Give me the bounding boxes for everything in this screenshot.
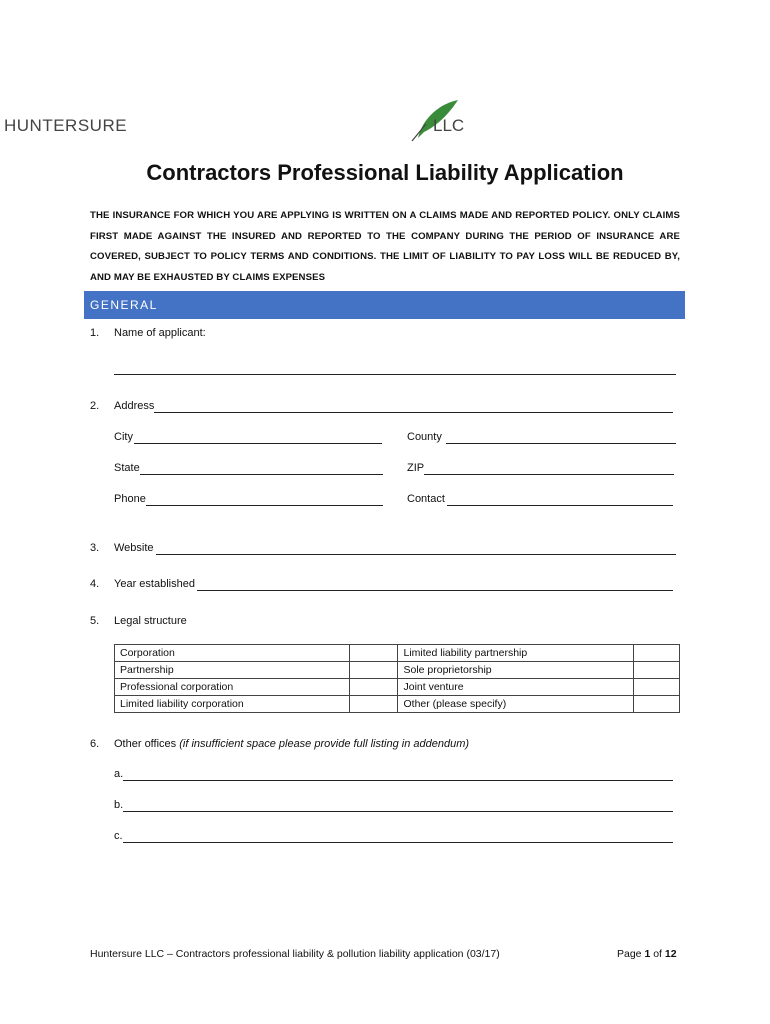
logo-wordmark — [4, 116, 127, 136]
option-label: Joint venture — [398, 679, 633, 696]
county-field[interactable] — [446, 443, 676, 444]
option-checkbox-other[interactable] — [633, 696, 679, 713]
option-label: Professional corporation — [115, 679, 350, 696]
office-a-field[interactable] — [123, 780, 673, 781]
page-word: Page — [617, 948, 642, 960]
applicant-name-label: Name of applicant: — [114, 327, 206, 339]
option-checkbox-professional-corporation[interactable] — [350, 679, 398, 696]
page-title: Contractors Professional Liability Application — [146, 160, 624, 185]
other-offices-text: Other offices — [114, 738, 177, 750]
table-row — [115, 696, 680, 713]
page-total: 12 — [664, 948, 677, 960]
office-c-label: c. — [114, 830, 123, 842]
question-number: 2. — [90, 400, 100, 412]
table-row — [115, 645, 680, 662]
contact-label: Contact — [407, 493, 445, 505]
office-b-label: b. — [114, 799, 124, 811]
legal-structure-label: Legal structure — [114, 615, 187, 627]
option-checkbox-corporation[interactable] — [350, 645, 398, 662]
question-number: 1. — [90, 327, 100, 339]
footer-title: Huntersure LLC – Contractors professional liability & pollution liability application (03/17) — [90, 948, 500, 960]
question-number: 4. — [90, 578, 100, 590]
option-label: Limited liability partnership — [398, 645, 633, 662]
option-label: Corporation — [115, 645, 350, 662]
page-indicator — [617, 948, 677, 960]
applicant-name-field[interactable] — [114, 374, 676, 375]
question-number: 3. — [90, 542, 100, 554]
logo-suffix: LLC — [433, 116, 465, 135]
website-field[interactable] — [156, 554, 676, 555]
state-field[interactable] — [140, 474, 383, 475]
page-number: 1 — [644, 948, 651, 960]
option-checkbox-joint-venture[interactable] — [633, 679, 679, 696]
option-label: Limited liability corporation — [115, 696, 350, 713]
option-checkbox-partnership[interactable] — [350, 662, 398, 679]
option-label: Partnership — [115, 662, 350, 679]
zip-label: ZIP — [407, 462, 425, 474]
table-row — [115, 679, 680, 696]
county-label: County — [407, 431, 442, 443]
office-b-field[interactable] — [123, 811, 673, 812]
logo-name: HUNTERSURE — [4, 116, 128, 135]
phone-field[interactable] — [146, 505, 383, 506]
question-number: 6. — [90, 738, 100, 750]
other-offices-label — [114, 738, 469, 750]
option-label: Sole proprietorship — [398, 662, 633, 679]
city-label: City — [114, 431, 133, 443]
of-word: of — [653, 948, 662, 960]
address-label: Address — [114, 400, 155, 412]
city-field[interactable] — [134, 443, 382, 444]
office-a-label: a. — [114, 768, 124, 780]
option-label: Other (please specify) — [398, 696, 633, 713]
question-number: 5. — [90, 615, 100, 627]
state-label: State — [114, 462, 140, 474]
other-offices-note: (if insufficient space please provide full listing in addendum) — [179, 738, 470, 750]
table-row — [115, 662, 680, 679]
address-field[interactable] — [154, 412, 673, 413]
year-established-field[interactable] — [197, 590, 673, 591]
option-checkbox-llp[interactable] — [633, 645, 679, 662]
website-label: Website — [114, 542, 154, 554]
legal-structure-table — [114, 644, 680, 713]
year-established-label: Year established — [114, 578, 195, 590]
contact-field[interactable] — [447, 505, 673, 506]
zip-field[interactable] — [424, 474, 674, 475]
section-header-general: GENERAL — [84, 291, 685, 319]
claims-made-notice: THE INSURANCE FOR WHICH YOU ARE APPLYING IS WRITTEN ON A CLAIMS MADE AND REPORTED POLICY. ONLY CLAIMS FIRST MADE AGAINST THE INSURED AND REPORTED TO THE COMPANY DURING THE PERIOD OF INSURANCE ARE COVERED, SUBJECT TO POLICY TERMS AND CONDITIONS. THE LIMIT OF LIABILITY TO PAY LOSS WILL BE REDUCED BY, AND MAY BE EXHAUSTED BY CLAIMS EXPENSES — [90, 210, 680, 283]
option-checkbox-sole-proprietorship[interactable] — [633, 662, 679, 679]
office-c-field[interactable] — [123, 842, 673, 843]
option-checkbox-llc[interactable] — [350, 696, 398, 713]
phone-label: Phone — [114, 493, 146, 505]
